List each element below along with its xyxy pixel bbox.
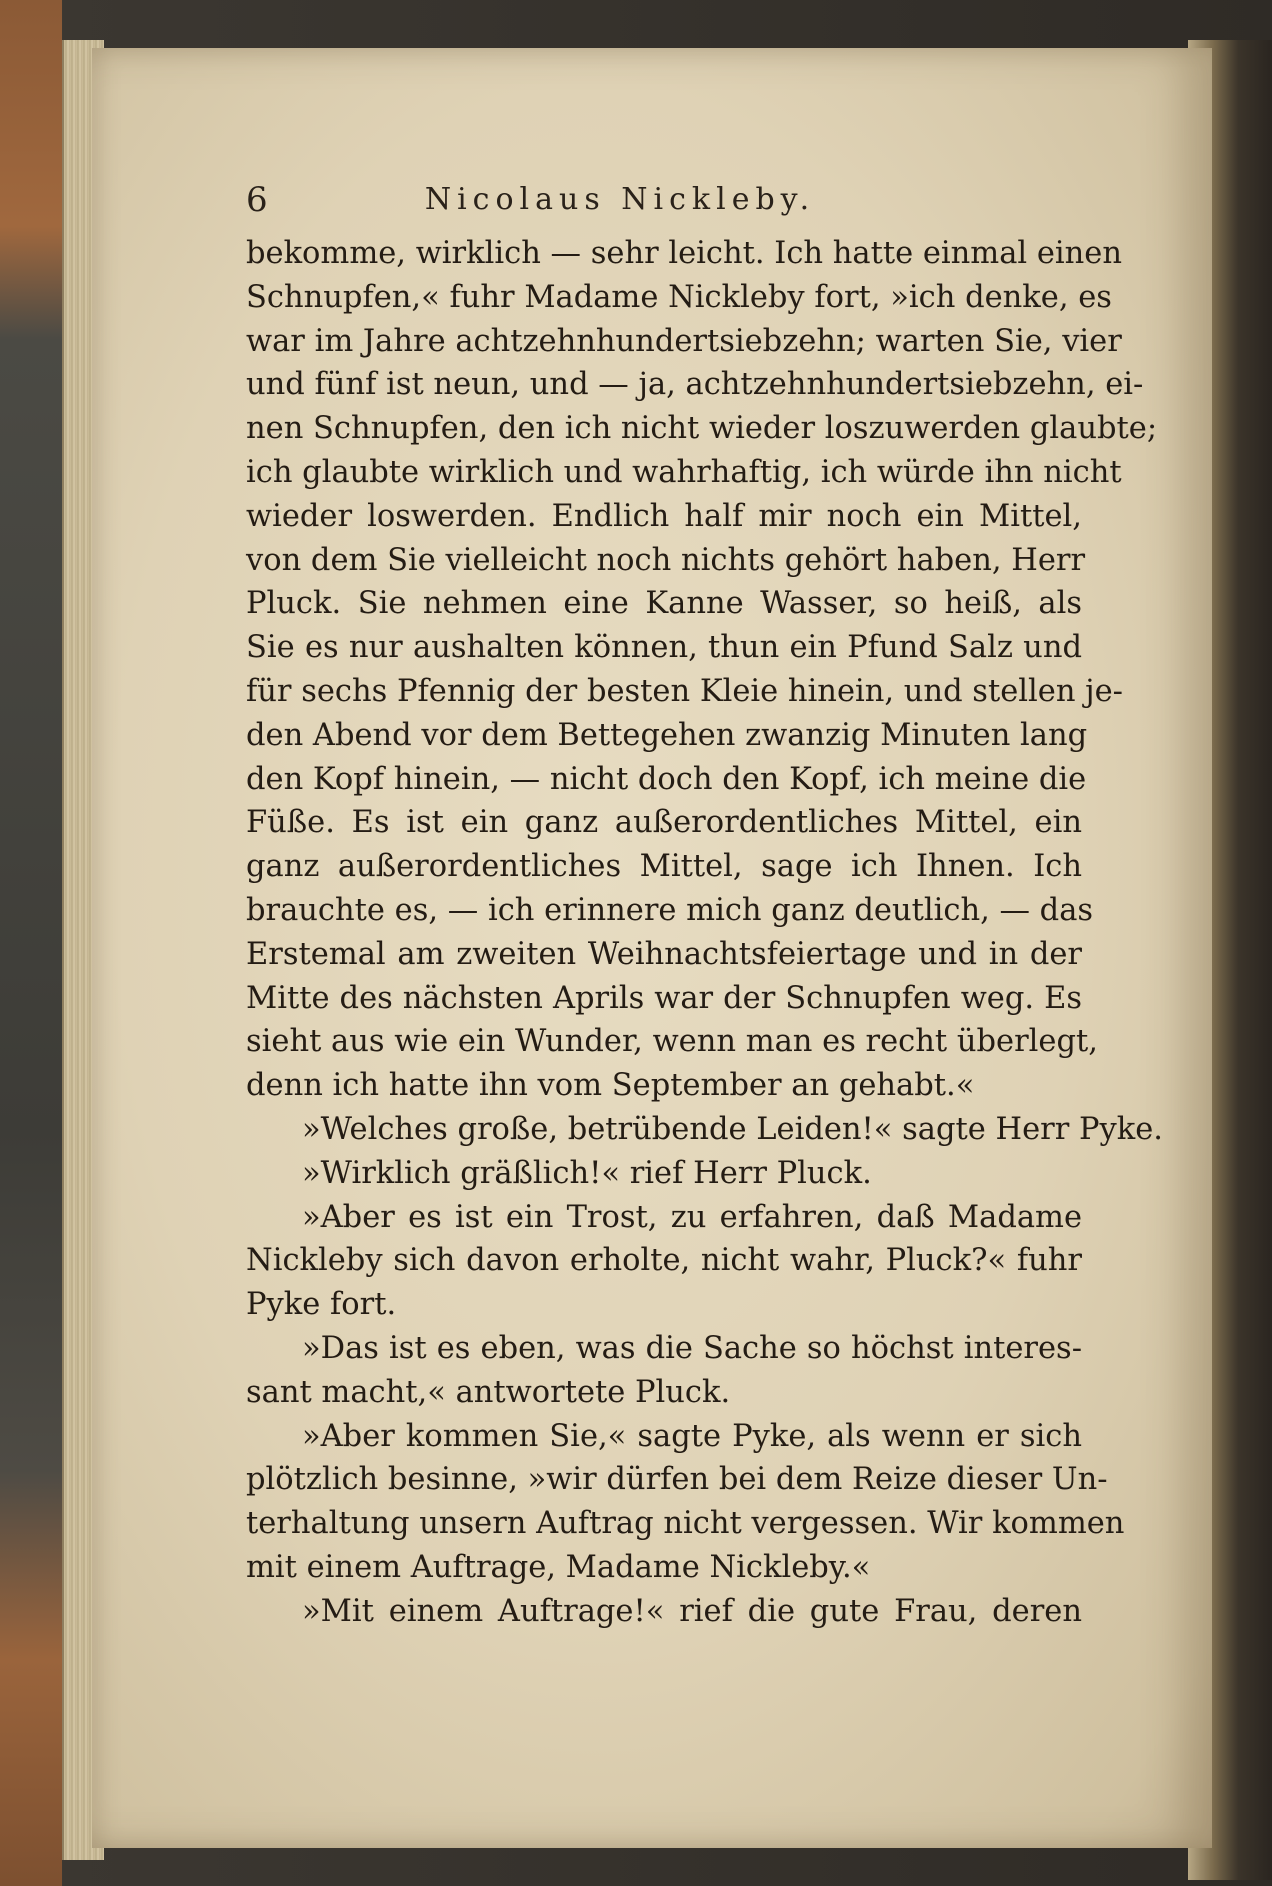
text-line: terhaltung unsern Auftrag nicht vergessen. Wir kommen bbox=[246, 1506, 1125, 1542]
text-line: »Aber kommen Sie,« sagte Pyke, als wenn er sich bbox=[302, 1418, 1082, 1454]
text-line: »Mit einem Auftrage!« rief die gute Frau, deren bbox=[302, 1593, 1082, 1629]
text-line: mit einem Auftrage, Madame Nickleby.« bbox=[246, 1549, 871, 1585]
text-line: Pluck. Sie nehmen eine Kanne Wasser, so heiß, als bbox=[246, 586, 1082, 622]
body-text bbox=[246, 232, 1163, 1634]
text-line: Pyke fort. bbox=[246, 1287, 397, 1323]
text-line: Sie es nur aushalten können, thun ein Pfund Salz und bbox=[246, 630, 1082, 666]
text-line: für sechs Pfennig der besten Kleie hinein, und stellen je- bbox=[246, 673, 1123, 709]
book-cover-edge bbox=[0, 0, 62, 1886]
text-line: denn ich hatte ihn vom September an gehabt.« bbox=[246, 1068, 975, 1104]
text-line: sant macht,« antwortete Pluck. bbox=[246, 1374, 731, 1410]
text-line: »Aber es ist ein Trost, zu erfahren, daß Madame bbox=[302, 1199, 1082, 1235]
text-line: »Wirklich gräßlich!« rief Herr Pluck. bbox=[302, 1155, 872, 1191]
text-line: sieht aus wie ein Wunder, wenn man es recht überlegt, bbox=[246, 1024, 1098, 1060]
text-line: nen Schnupfen, den ich nicht wieder loszuwerden glaubte; bbox=[246, 411, 1158, 447]
text-line: wieder loswerden. Endlich half mir noch ein Mittel, bbox=[246, 498, 1082, 534]
page-number: 6 bbox=[246, 180, 268, 220]
text-line: und fünf ist neun, und — ja, achtzehnhundertsiebzehn, ei- bbox=[246, 367, 1144, 403]
text-line: plötzlich besinne, »wir dürfen bei dem Reize dieser Un- bbox=[246, 1462, 1108, 1498]
text-line: bekomme, wirklich — sehr leicht. Ich hatte einmal einen bbox=[246, 236, 1122, 271]
text-line: Mitte des nächsten Aprils war der Schnupfen weg. Es bbox=[246, 980, 1082, 1016]
text-line: Schnupfen,« fuhr Madame Nickleby fort, »ich denke, es bbox=[246, 279, 1112, 315]
text-line: »Welches große, betrübende Leiden!« sagte Herr Pyke. bbox=[302, 1111, 1163, 1147]
text-line: den Kopf hinein, — nicht doch den Kopf, ich meine die bbox=[246, 761, 1087, 797]
text-line: war im Jahre achtzehnhundertsiebzehn; warten Sie, vier bbox=[246, 323, 1122, 359]
text-line: den Abend vor dem Bettegehen zwanzig Minuten lang bbox=[246, 717, 1088, 753]
text-line: »Das ist es eben, was die Sache so höchst interes- bbox=[302, 1330, 1082, 1366]
text-line: von dem Sie vielleicht noch nichts gehört haben, Herr bbox=[246, 542, 1086, 578]
text-line: ganz außerordentliches Mittel, sage ich Ihnen. Ich bbox=[246, 849, 1082, 885]
running-title: Nicolaus Nickleby. bbox=[424, 182, 816, 217]
text-line: Füße. Es ist ein ganz außerordentliches Mittel, ein bbox=[246, 805, 1082, 841]
text-line: brauchte es, — ich erinnere mich ganz deutlich, — das bbox=[246, 892, 1094, 928]
text-line: Nickleby sich davon erholte, nicht wahr, Pluck?« fuhr bbox=[246, 1243, 1082, 1279]
page-header bbox=[150, 180, 1090, 220]
text-line: Erstemal am zweiten Weihnachtsfeiertage und in der bbox=[246, 936, 1082, 972]
text-line: ich glaubte wirklich und wahrhaftig, ich würde ihn nicht bbox=[246, 454, 1122, 490]
